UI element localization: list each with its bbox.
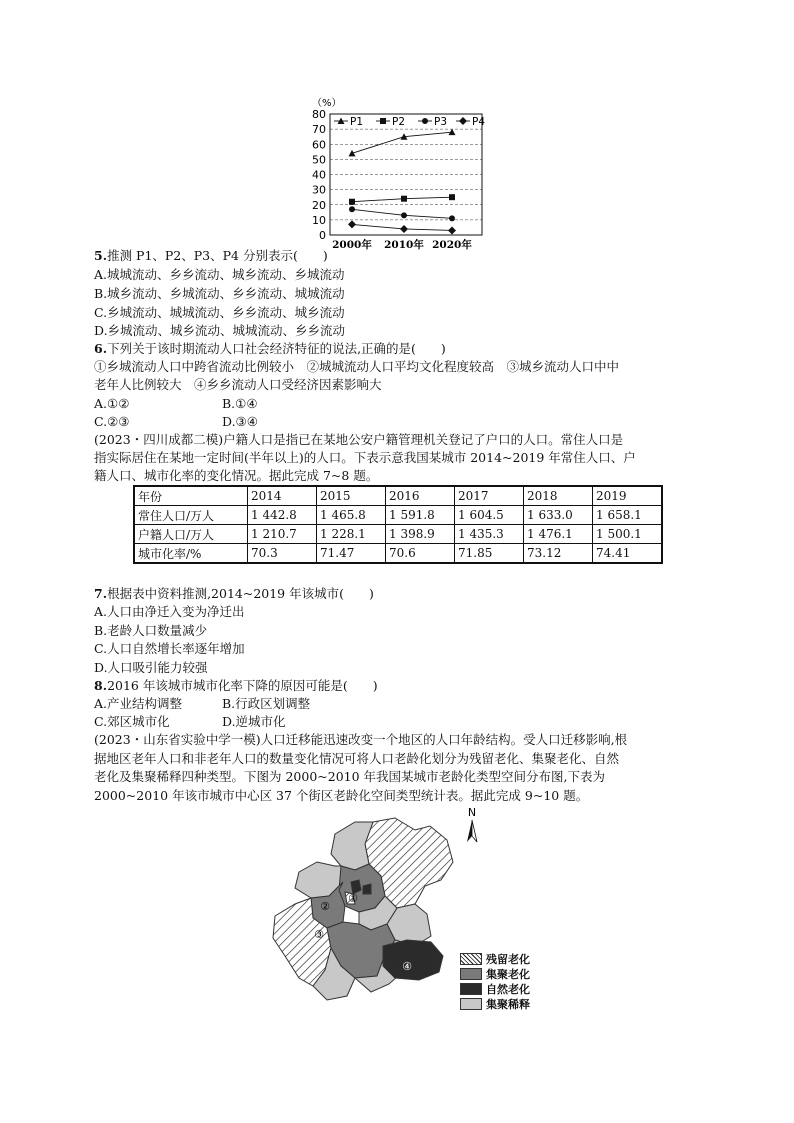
point-p4 [448, 226, 456, 234]
y-tick-label: 30 [312, 183, 326, 197]
table-cell: 年份 [134, 486, 248, 506]
table-header-row [134, 486, 662, 506]
table-cell: 70.6 [386, 544, 455, 564]
table-cell: 1 442.8 [248, 506, 317, 525]
table-cell: 71.47 [317, 544, 386, 564]
map-label-2: ② [320, 900, 330, 913]
point-p2 [449, 194, 455, 200]
table-cell: 73.12 [524, 544, 593, 564]
population-table [133, 485, 663, 564]
table-cell: 1 476.1 [524, 525, 593, 544]
table-cell: 2015 [317, 486, 386, 506]
q7-option-d: D.人口吸引能力较强 [94, 660, 208, 675]
point-p3 [349, 206, 355, 212]
legend-label-natural: 自然老化 [486, 983, 530, 996]
q8-option-b: B.行政区划调整 [222, 696, 311, 711]
legend-marker-p2 [380, 118, 386, 124]
y-tick-label: 50 [312, 153, 326, 167]
y-axis-label: （%） [312, 98, 342, 109]
x-tick-label: 2020年 [432, 239, 472, 250]
q7-option-c: C.人口自然增长率逐年增加 [94, 641, 245, 656]
table-row [134, 506, 662, 525]
point-p4 [400, 225, 408, 233]
legend-label-diluted: 集聚稀释 [486, 998, 530, 1011]
table-cell: 1 500.1 [593, 525, 663, 544]
table-cell: 1 633.0 [524, 506, 593, 525]
table-cell: 2016 [386, 486, 455, 506]
legend-label-p1: P1 [350, 116, 364, 128]
q5-option-a: A.城城流动、乡乡流动、城乡流动、乡城流动 [94, 267, 345, 282]
north-arrow-icon [467, 806, 477, 842]
q8-option-d: D.逆城市化 [222, 714, 286, 729]
q5-option-d: D.乡城流动、城乡流动、城城流动、乡乡流动 [94, 323, 346, 338]
table-cell: 1 435.3 [455, 525, 524, 544]
legend-marker-p4 [459, 117, 467, 125]
point-p2 [401, 196, 407, 202]
y-tick-label: 80 [312, 108, 326, 121]
table-cell: 71.85 [455, 544, 524, 564]
x-tick-label: 2010年 [384, 239, 424, 250]
legend-label-concentrated: 集聚老化 [486, 968, 530, 981]
table-cell: 2019 [593, 486, 663, 506]
table-cell: 70.3 [248, 544, 317, 564]
table-cell: 2014 [248, 486, 317, 506]
region-4-natural [383, 940, 443, 980]
series-line-p1 [352, 132, 452, 153]
q5-stem: 5.推测 P1、P2、P3、P4 分别表示( ) [94, 248, 328, 263]
intro-7-8-line3: 籍人口、城市化率的变化情况。据此完成 7~8 题。 [94, 468, 379, 483]
legend-marker-p3 [422, 118, 428, 124]
q7-option-a: A.人口由净迁入变为净迁出 [94, 604, 245, 619]
q8-option-c: C.郊区城市化 [94, 714, 170, 729]
table-cell: 1 465.8 [317, 506, 386, 525]
legend-label-p4: P4 [472, 116, 486, 128]
y-tick-label: 40 [312, 168, 326, 182]
table-cell: 1 604.5 [455, 506, 524, 525]
intro-9-10-line2: 据地区老年人口和非老年人口的数量变化情况可将人口老龄化划分为残留老化、集聚老化、自然 [94, 751, 620, 766]
y-tick-label: 0 [319, 229, 326, 242]
aging-type-map [255, 800, 495, 1015]
q6-option-a: A.①② [94, 396, 130, 411]
point-p3 [449, 215, 455, 221]
table-cell: 1 228.1 [317, 525, 386, 544]
point-p1 [449, 129, 456, 136]
map-label-1: ① [348, 892, 358, 905]
legend-label-residual: 残留老化 [486, 953, 530, 966]
q6-option-d: D.③④ [222, 414, 258, 429]
map-label-3: ③ [314, 928, 324, 941]
table-cell: 74.41 [593, 544, 663, 564]
table-cell: 2018 [524, 486, 593, 506]
table-row [134, 544, 662, 564]
table-row [134, 525, 662, 544]
x-tick-label: 2000年 [332, 239, 372, 250]
intro-7-8-line1: (2023・四川成都二模)户籍人口是指已在某地公安户籍管理机关登记了户口的人口。常住人口是 [94, 432, 624, 447]
q7-stem: 7.根据表中资料推测,2014~2019 年该城市( ) [94, 586, 374, 601]
q5-option-c: C.乡城流动、城城流动、乡乡流动、城乡流动 [94, 305, 345, 320]
intro-9-10-line1: (2023・山东省实验中学一模)人口迁移能迅速改变一个地区的人口年龄结构。受人口迁移影响,根 [94, 732, 628, 747]
map-label-4: ④ [402, 960, 412, 973]
q7-option-b: B.老龄人口数量减少 [94, 623, 208, 638]
table-cell: 1 658.1 [593, 506, 663, 525]
region-core-natural [363, 884, 371, 894]
y-tick-label: 60 [312, 138, 326, 152]
legend-swatch-natural [460, 983, 482, 995]
table-cell: 1 591.8 [386, 506, 455, 525]
q6-statements-2: 老年人比例较大 ④乡乡流动人口受经济因素影响大 [94, 377, 382, 392]
q5-option-b: B.城乡流动、乡城流动、乡乡流动、城城流动 [94, 286, 345, 301]
population-flow-chart [300, 90, 500, 250]
table-cell: 2017 [455, 486, 524, 506]
point-p3 [401, 212, 407, 218]
q6-stem: 6.下列关于该时期流动人口社会经济特征的说法,正确的是( ) [94, 341, 446, 356]
table-cell: 1 398.9 [386, 525, 455, 544]
svg-text:N: N [467, 806, 477, 819]
legend-swatch-residual [460, 953, 482, 965]
intro-7-8-line2: 指实际居住在某地一定时间(半年以上)的人口。下表示意我国某城市 2014~2019 年常住人口、户 [94, 450, 636, 465]
intro-9-10-line4: 2000~2010 年该市城市中心区 37 个街区老龄化空间类型统计表。据此完成 9~10 题。 [94, 788, 589, 803]
q6-option-c: C.②③ [94, 414, 130, 429]
y-tick-label: 20 [312, 198, 326, 212]
q8-option-a: A.产业结构调整 [94, 696, 183, 711]
legend-swatch-diluted [460, 998, 482, 1010]
table-cell: 户籍人口/万人 [134, 525, 248, 544]
table-cell: 1 210.7 [248, 525, 317, 544]
point-p1 [349, 150, 356, 157]
table-cell: 城市化率/% [134, 544, 248, 564]
y-tick-label: 70 [312, 123, 326, 137]
y-tick-label: 10 [312, 213, 326, 227]
table-cell: 常住人口/万人 [134, 506, 248, 525]
legend-label-p2: P2 [392, 116, 406, 128]
legend-label-p3: P3 [434, 116, 448, 128]
q8-stem: 8.2016 年该城市城市化率下降的原因可能是( ) [94, 678, 378, 693]
q6-option-b: B.①④ [222, 396, 258, 411]
legend-swatch-concentrated [460, 968, 482, 980]
q6-statements-1: ①乡城流动人口中跨省流动比例较小 ②城城流动人口平均文化程度较高 ③城乡流动人口中中 [94, 359, 620, 374]
intro-9-10-line3: 老化及集聚稀释四种类型。下图为 2000~2010 年我国某城市老龄化类型空间分布图,下表为 [94, 769, 606, 784]
point-p2 [349, 199, 355, 205]
point-p4 [348, 220, 356, 228]
